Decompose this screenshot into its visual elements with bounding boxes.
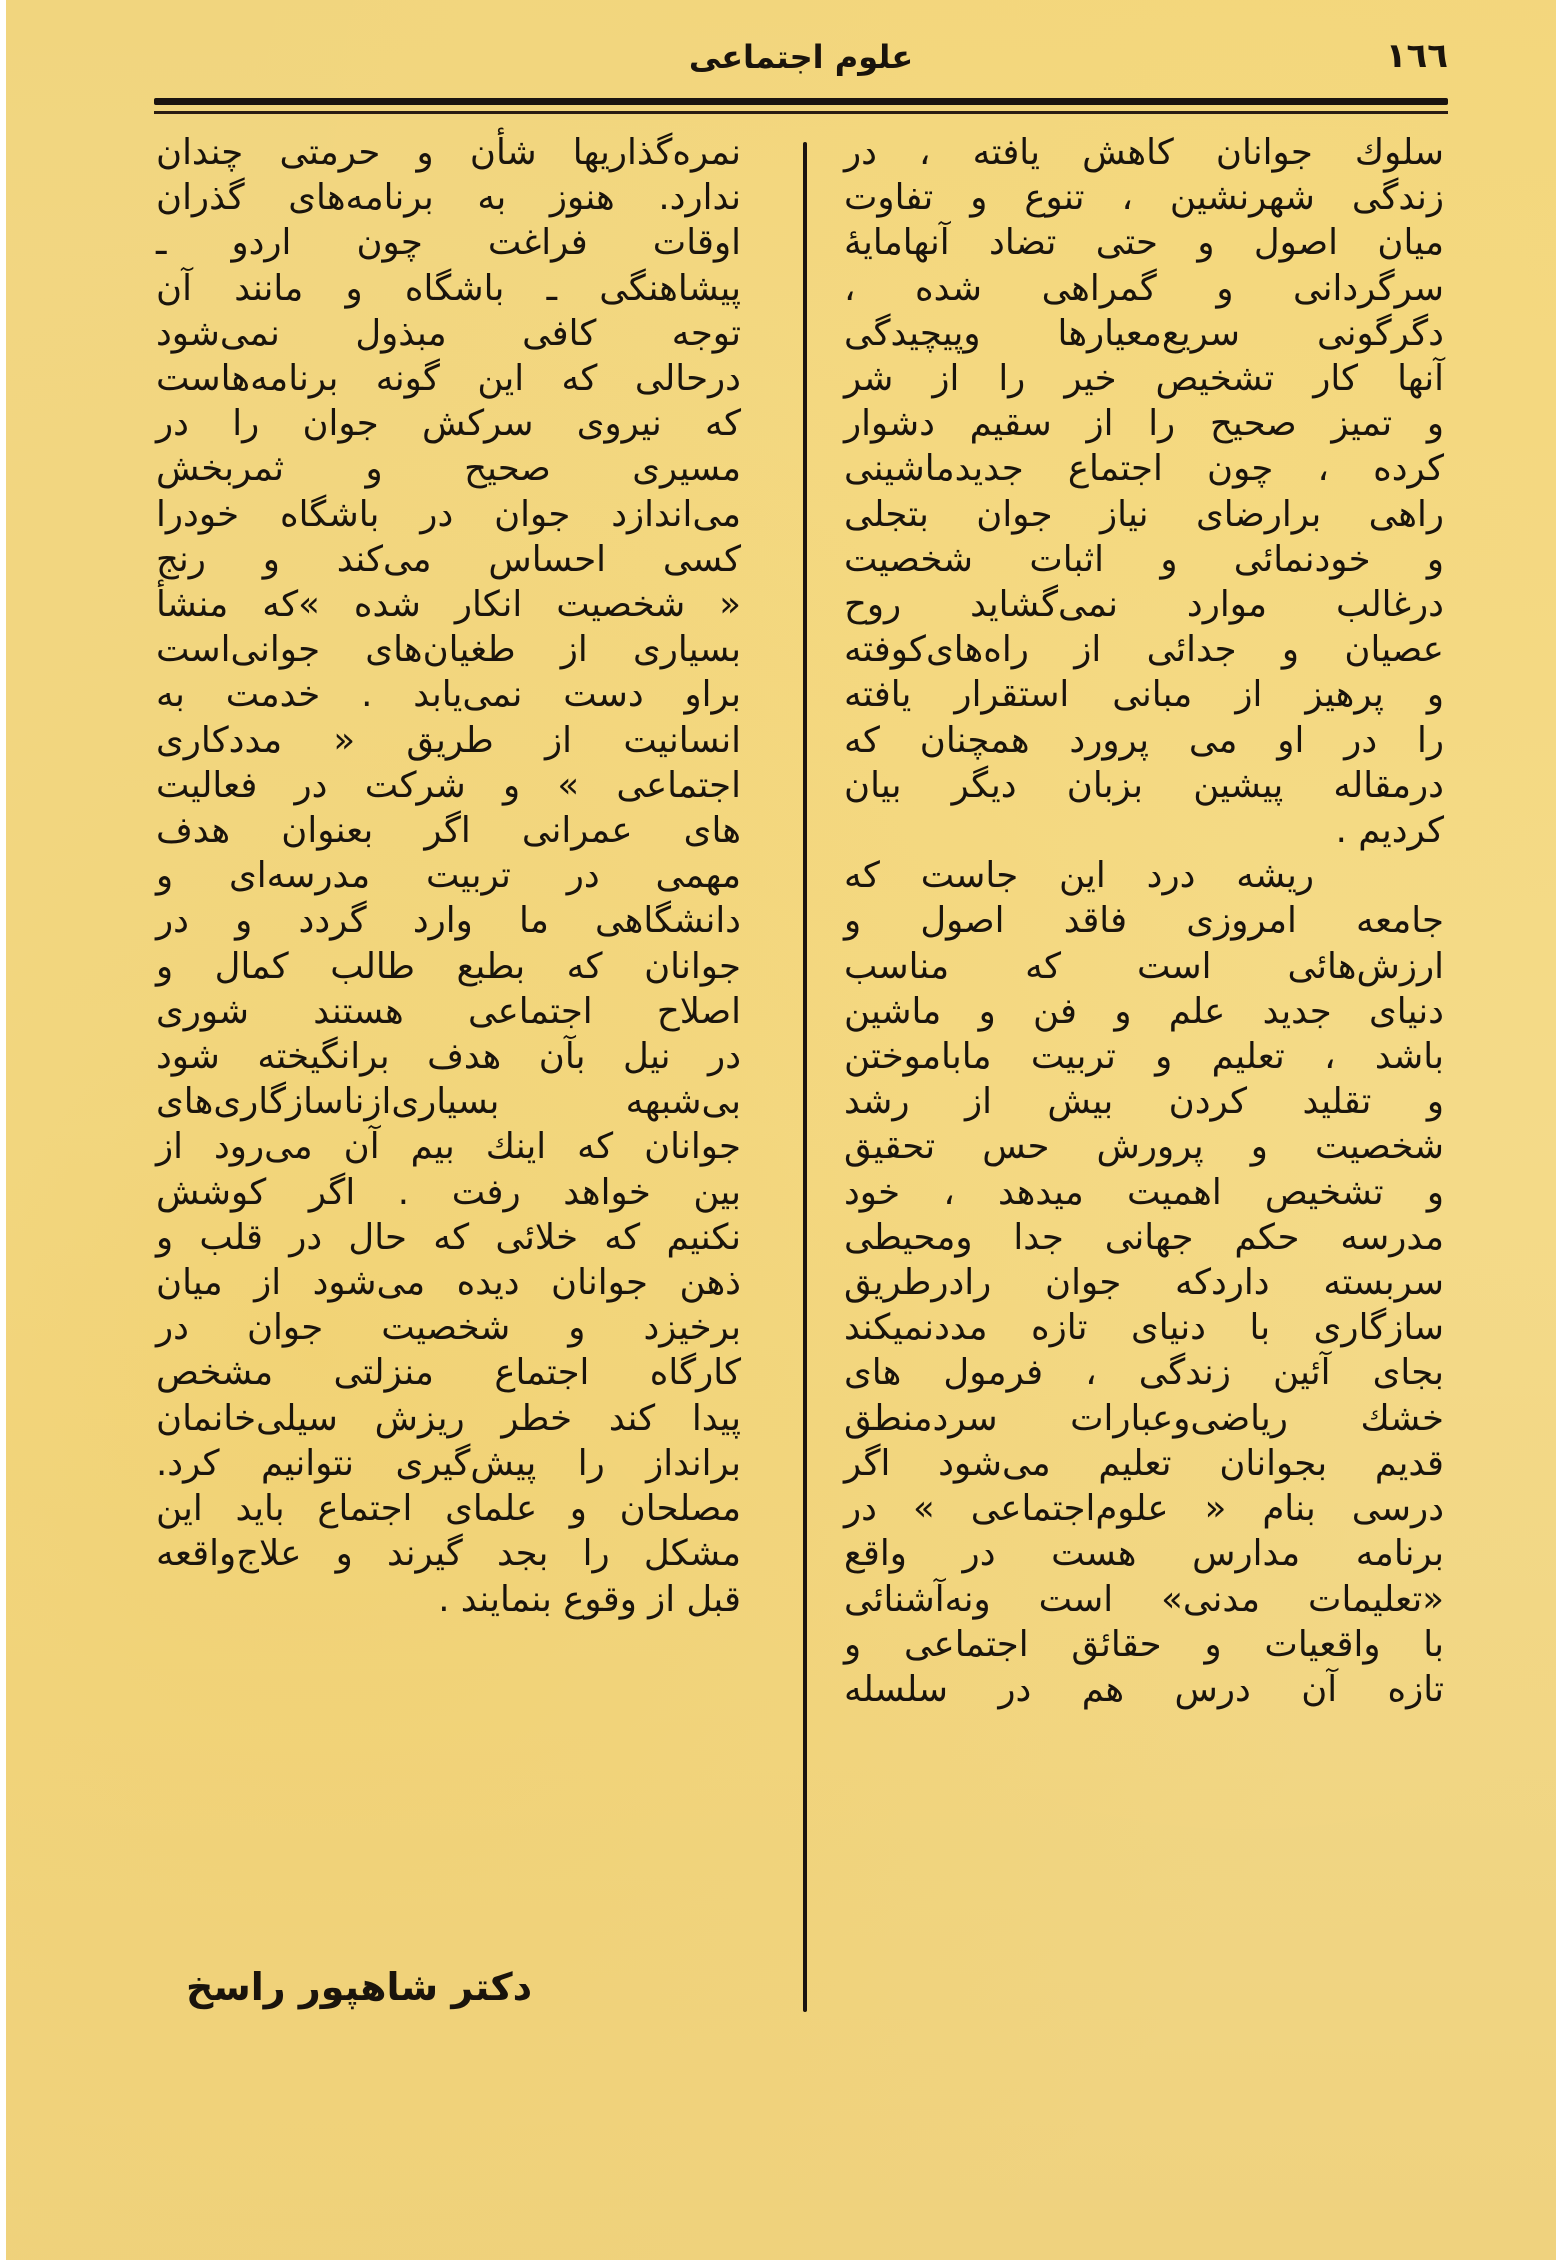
text-line: براو دست نمی‌یابد . خدمت به xyxy=(156,674,741,716)
text-line: كه نیروی سركش جوان را در xyxy=(156,403,741,445)
text-line: بی‌شبهه بسیاری‌ازناسازگاری‌های xyxy=(156,1081,741,1123)
text-line: درمقاله پیشین بزبان دیگر بیان xyxy=(844,764,1444,806)
text-line: درغالب موارد نمی‌گشاید روح xyxy=(844,584,1444,626)
scanned-page xyxy=(6,0,1556,2260)
text-line: آنها كار تشخیص خیر را از شر xyxy=(844,358,1444,400)
text-line: سرگردانی و گمراهی شده ، xyxy=(844,267,1444,309)
column-divider xyxy=(803,142,807,2012)
text-line: مهمی در تربیت مدرسه‌ای و xyxy=(156,855,741,897)
text-line: عصیان و جدائی از راه‌های‌كوفته xyxy=(844,629,1444,671)
text-line: ندارد. هنوز به برنامه‌های گذران xyxy=(156,177,741,219)
text-line: زندگی شهرنشین ، تنوع و تفاوت xyxy=(844,177,1444,219)
page-number: ١٦٦ xyxy=(1385,36,1448,76)
header-rule-thick xyxy=(154,98,1448,105)
text-line: خشك ریاضی‌وعبارات سردمنطق xyxy=(844,1397,1444,1439)
text-line: راهی برارضای نیاز جوان بتجلی xyxy=(844,493,1444,535)
text-line: نمره‌گذاریها شأن و حرمتی چندان xyxy=(156,132,741,173)
text-line: شخصیت و پرورش حس تحقیق xyxy=(844,1126,1444,1168)
text-line: جوانان كه بطبع طالب كمال و xyxy=(156,945,741,987)
text-line: سازگاری با دنیای تازه مددنمیكند xyxy=(844,1307,1444,1349)
text-line: كرده ، چون اجتماع جدیدماشینی xyxy=(844,448,1444,490)
text-line: جوانان كه اینك بیم آن می‌رود از xyxy=(156,1126,741,1168)
text-line: مصلحان و علمای اجتماع باید این xyxy=(156,1488,741,1530)
text-line: اوقات فراغت چون اردو ـ xyxy=(156,222,741,264)
text-column-right xyxy=(844,130,1444,1712)
text-line: و تمیز صحیح را از سقیم دشوار xyxy=(844,403,1444,445)
header-rule-thin xyxy=(154,111,1448,114)
text-line: دنیای جدید علم و فن و ماشین xyxy=(844,990,1444,1032)
text-line: درسی بنام « علوم‌اجتماعی » در xyxy=(844,1488,1444,1530)
text-line: مسیری صحیح و ثمربخش xyxy=(156,448,741,490)
text-line: میان اصول و حتی تضاد آنهامایهٔ xyxy=(844,222,1444,264)
text-line: بجای آئین زندگی ، فرمول های xyxy=(844,1352,1444,1394)
text-line: تازه آن درس هم در سلسله xyxy=(844,1668,1444,1710)
text-line: ریشه درد این جاست كه xyxy=(844,855,1314,897)
text-line: كردیم . xyxy=(1335,810,1444,852)
text-line: سربسته داردكه جوان رادرطریق xyxy=(844,1262,1444,1304)
text-line: باشد ، تعلیم و تربیت ماباموختن xyxy=(844,1036,1444,1078)
text-line: بین خواهد رفت . اگر كوشش xyxy=(156,1171,741,1213)
text-line: كارگاه اجتماع منزلتی مشخص xyxy=(156,1352,741,1394)
text-line: ذهن جوانان دیده می‌شود از میان xyxy=(156,1262,741,1304)
text-line: مدرسه حكم جهانی جدا ومحیطی xyxy=(844,1216,1444,1258)
text-line: های عمرانی اگر بعنوان هدف xyxy=(156,810,741,852)
text-line: انسانیت از طریق « مددكاری xyxy=(156,719,741,761)
text-line: را در او می پرورد همچنان كه xyxy=(844,719,1444,761)
text-line: قدیم بجوانان تعلیم می‌شود اگر xyxy=(844,1442,1444,1484)
text-line: برانداز را پیش‌گیری نتوانیم كرد. xyxy=(156,1442,741,1484)
text-line: «تعلیمات مدنی» است ونه‌آشنائی xyxy=(844,1578,1444,1620)
author-signature: دكتر شاهپور راسخ xyxy=(186,1965,533,2009)
text-line: بسیاری از طغیان‌های جوانی‌است xyxy=(156,629,741,671)
text-column-left xyxy=(156,130,741,1622)
text-line: جامعه امروزی فاقد اصول و xyxy=(844,900,1444,942)
text-line: دانشگاهی ما وارد گردد و در xyxy=(156,900,741,942)
text-line: می‌اندازد جوان در باشگاه خودرا xyxy=(156,493,741,535)
text-line: سلوك جوانان كاهش یافته ، در xyxy=(844,132,1444,173)
text-line: و تشخیص اهمیت میدهد ، خود xyxy=(844,1171,1444,1213)
text-line: قبل از وقوع بنمایند . xyxy=(438,1578,741,1620)
text-line: برخیزد و شخصیت جوان در xyxy=(156,1307,741,1349)
text-line: پیشاهنگی ـ باشگاه و مانند آن xyxy=(156,267,741,309)
text-line: ارزش‌هائی است كه مناسب xyxy=(844,945,1444,987)
text-line: كسی احساس می‌كند و رنج xyxy=(156,538,741,580)
text-line: و خودنمائی و اثبات شخصیت xyxy=(844,538,1444,580)
text-line: اصلاح اجتماعی هستند شوری xyxy=(156,990,741,1032)
text-line: « شخصیت انكار شده »كه منشأ xyxy=(156,584,741,626)
text-line: پیدا كند خطر ریزش سیلی‌خانمان xyxy=(156,1397,741,1439)
text-line: مشكل را بجد گیرند و علاج‌واقعه xyxy=(156,1533,741,1575)
text-line: توجه كافی مبذول نمی‌شود xyxy=(156,312,741,354)
text-line: و تقلید كردن بیش از رشد xyxy=(844,1081,1444,1123)
text-line: دگرگونی سریع‌معیارها وپیچیدگی xyxy=(844,312,1444,354)
text-line: برنامه مدارس هست در واقع xyxy=(844,1533,1444,1575)
page-header xyxy=(154,30,1448,90)
text-line: نكنیم كه خلائی كه حال در قلب و xyxy=(156,1216,741,1258)
text-line: و پرهیز از مبانی استقرار یافته xyxy=(844,674,1444,716)
text-line: با واقعیات و حقائق اجتماعی و xyxy=(844,1623,1444,1665)
text-line: اجتماعی » و شركت در فعالیت xyxy=(156,764,741,806)
text-line: درحالی كه این گونه برنامه‌هاست xyxy=(156,358,741,400)
running-title: علوم اجتماعی xyxy=(688,38,914,76)
text-line: در نیل بآن هدف برانگیخته شود xyxy=(156,1036,741,1078)
